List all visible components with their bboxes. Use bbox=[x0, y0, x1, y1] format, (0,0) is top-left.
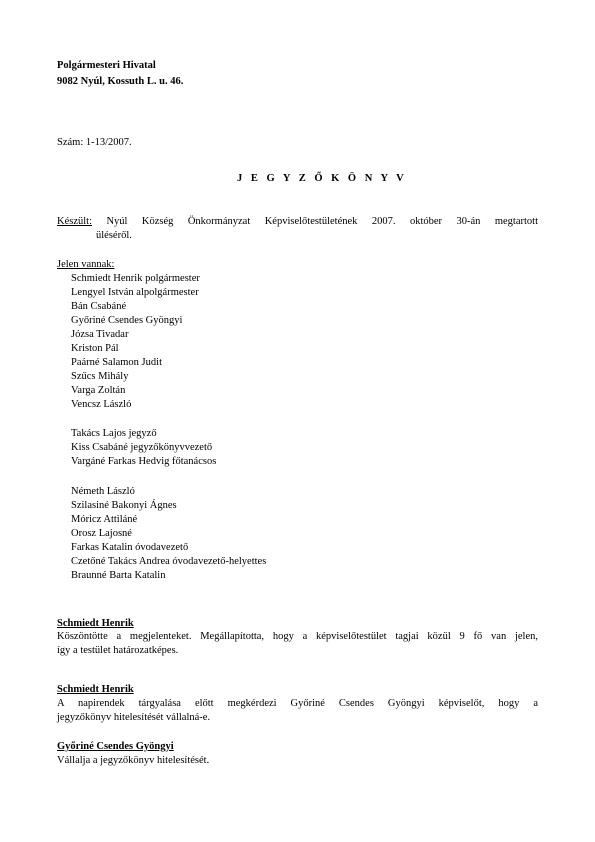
made-label: Készült: bbox=[57, 216, 92, 227]
speech-line: jegyzőkönyv hitelesítését vállalná-e. bbox=[57, 712, 211, 723]
attendee-list-1 bbox=[71, 272, 200, 412]
attendee: Szűcs Mihály bbox=[71, 371, 129, 382]
speech-block bbox=[57, 697, 538, 711]
attendee: Vargáné Farkas Hedvig főtanácsos bbox=[71, 456, 217, 467]
attendee: Czetőné Takács Andrea óvodavezető-helyettes bbox=[71, 556, 267, 567]
speaker-name: Schmiedt Henrik bbox=[57, 618, 134, 629]
speech-line: A napirendek tárgyalása előtt megkérdezi Győriné Csendes Gyöngyi képviselőt, hogy a bbox=[57, 698, 538, 709]
attendee: Lengyel István alpolgármester bbox=[71, 287, 199, 298]
speech-line: Vállalja a jegyzőkönyv hitelesítését. bbox=[57, 755, 210, 766]
made-text-line1: Nyúl Község Önkormányzat Képviselőtestületének 2007. október 30-án megtartott bbox=[106, 216, 538, 227]
attendee: Bán Csabáné bbox=[71, 301, 127, 312]
attendee: Schmiedt Henrik polgármester bbox=[71, 273, 200, 284]
made-text-line2: üléséről. bbox=[96, 230, 132, 241]
speaker-name: Schmiedt Henrik bbox=[57, 684, 134, 695]
attendee: Braunné Barta Katalin bbox=[71, 570, 166, 581]
attendee: Takács Lajos jegyző bbox=[71, 428, 157, 439]
office-address: 9082 Nyúl, Kossuth L. u. 46. bbox=[57, 76, 184, 87]
reference-number: Szám: 1-13/2007. bbox=[57, 137, 132, 148]
made-paragraph bbox=[57, 215, 538, 229]
attendee-list-3 bbox=[71, 485, 266, 583]
attendee: Kriston Pál bbox=[71, 343, 119, 354]
attendee: Móricz Attiláné bbox=[71, 514, 138, 525]
attendee: Kiss Csabáné jegyzőkönyvvezető bbox=[71, 442, 213, 453]
speech-block bbox=[57, 630, 538, 644]
attendee: Vencsz László bbox=[71, 399, 132, 410]
speech-line: így a testület határozatképes. bbox=[57, 645, 179, 656]
attendee-list-2 bbox=[71, 427, 216, 469]
office-name: Polgármesteri Hivatal bbox=[57, 60, 156, 71]
attendee: Orosz Lajosné bbox=[71, 528, 132, 539]
attendee: Varga Zoltán bbox=[71, 385, 126, 396]
attendee: Józsa Tivadar bbox=[71, 329, 129, 340]
attendee: Farkas Katalin óvodavezető bbox=[71, 542, 189, 553]
attendee: Szilasiné Bakonyi Ágnes bbox=[71, 500, 177, 511]
speaker-name: Győriné Csendes Gyöngyi bbox=[57, 741, 174, 752]
present-label: Jelen vannak: bbox=[57, 259, 115, 270]
document-title: J E G Y Z Ő K Ö N Y V bbox=[237, 173, 407, 184]
speech-line: Köszöntötte a megjelenteket. Megállapította, hogy a képviselőtestület tagjai közül 9 fő van jelen, bbox=[57, 631, 538, 642]
attendee: Paárné Salamon Judit bbox=[71, 357, 162, 368]
attendee: Győriné Csendes Gyöngyi bbox=[71, 315, 183, 326]
attendee: Németh László bbox=[71, 486, 135, 497]
